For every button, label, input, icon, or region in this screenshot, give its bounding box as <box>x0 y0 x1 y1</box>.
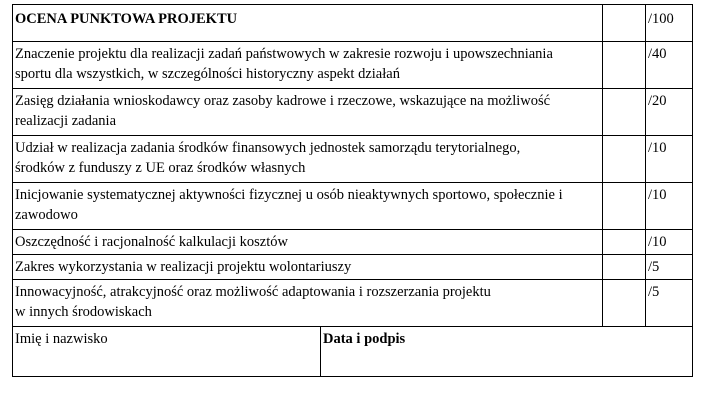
criterion-line: realizacji zadania <box>15 113 117 129</box>
evaluation-form <box>12 4 692 396</box>
name-field[interactable] <box>13 327 321 377</box>
signature-table <box>12 326 693 377</box>
max-points: /10 <box>646 136 693 183</box>
criterion-line: Udział w realizacja zadania środków finansowych jednostek samorządu terytorialnego, <box>15 140 521 156</box>
criterion-line: środków z funduszy z UE oraz środków własnych <box>15 160 306 176</box>
criterion-line: sportu dla wszystkich, w szczególności historyczny aspekt działań <box>15 66 400 82</box>
max-points: /20 <box>646 89 693 136</box>
table-title: OCENA PUNKTOWA PROJEKTU <box>13 5 603 42</box>
criterion-row <box>13 42 693 89</box>
criterion-text: Zakres wykorzystania w realizacji projektu wolontariuszy <box>13 255 603 280</box>
score-cell[interactable] <box>603 255 646 280</box>
criterion-line: Znaczenie projektu dla realizacji zadań państwowych w zakresie rozwoju i upowszechniania <box>15 46 553 62</box>
total-max-points: /100 <box>646 5 693 42</box>
score-cell[interactable] <box>603 183 646 230</box>
criterion-text <box>13 89 603 136</box>
criterion-row <box>13 89 693 136</box>
max-points: /10 <box>646 183 693 230</box>
criterion-line: zawodowo <box>15 207 78 223</box>
max-points: /10 <box>646 230 693 255</box>
max-points: /5 <box>646 280 693 327</box>
date-signature-field[interactable] <box>321 327 693 377</box>
criterion-row <box>13 230 693 255</box>
signature-row <box>13 327 693 377</box>
score-cell[interactable] <box>603 230 646 255</box>
max-points: /5 <box>646 255 693 280</box>
criterion-line: Inicjowanie systematycznej aktywności fizycznej u osób nieaktywnych sportowo, społecznie i <box>15 187 563 203</box>
date-signature-label: Data i podpis <box>323 331 406 347</box>
criterion-row <box>13 136 693 183</box>
criterion-row <box>13 183 693 230</box>
criterion-row <box>13 255 693 280</box>
criterion-line: w innych środowiskach <box>15 304 152 320</box>
header-row <box>13 5 693 42</box>
score-cell[interactable] <box>603 89 646 136</box>
criterion-line: Zasięg działania wnioskodawcy oraz zasoby kadrowe i rzeczowe, wskazujące na możliwość <box>15 93 551 109</box>
total-score-cell[interactable] <box>603 5 646 42</box>
criterion-text: Oszczędność i racjonalność kalkulacji kosztów <box>13 230 603 255</box>
criterion-text <box>13 42 603 89</box>
criterion-line: Innowacyjność, atrakcyjność oraz możliwość adaptowania i rozszerzania projektu <box>15 284 491 300</box>
score-cell[interactable] <box>603 136 646 183</box>
criterion-row <box>13 280 693 327</box>
score-cell[interactable] <box>603 280 646 327</box>
score-table <box>12 4 693 327</box>
max-points: /40 <box>646 42 693 89</box>
criterion-text <box>13 280 603 327</box>
score-cell[interactable] <box>603 42 646 89</box>
criterion-text <box>13 183 603 230</box>
name-label: Imię i nazwisko <box>15 331 108 347</box>
criterion-text <box>13 136 603 183</box>
